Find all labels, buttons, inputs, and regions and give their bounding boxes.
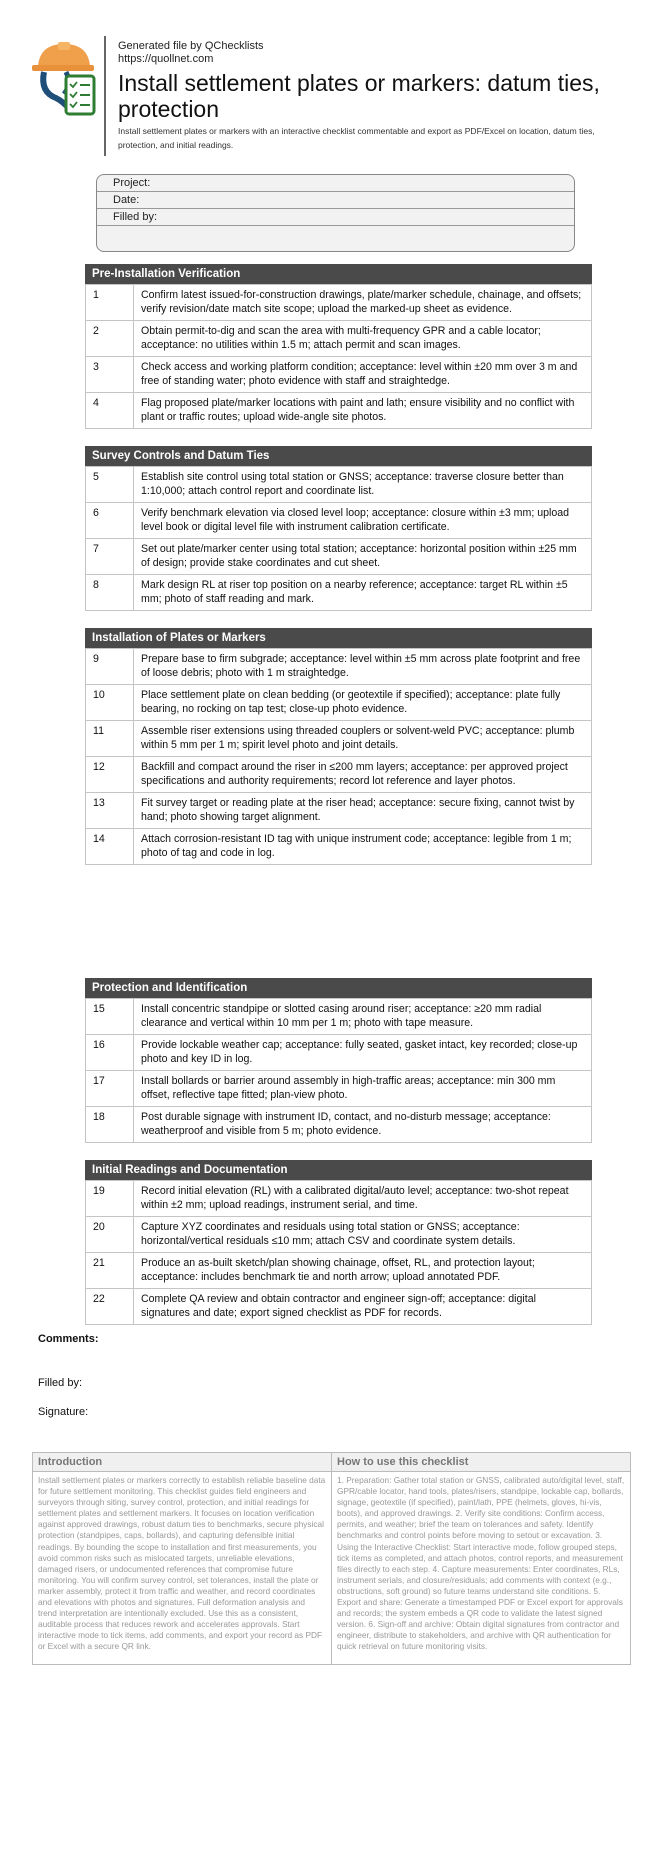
- table-row[interactable]: [86, 757, 592, 793]
- item-number: 4: [86, 393, 134, 429]
- item-text: Confirm latest issued-for-construction drawings, plate/marker schedule, chainage, and offsets; verify revision/date match site scope; upload the marked-up sheet as evidence.: [134, 285, 592, 321]
- how-to-panel: [332, 1453, 630, 1664]
- item-text: Provide lockable weather cap; acceptance: fully seated, gasket intact, key recorded; close-up photo and key ID in log.: [134, 1035, 592, 1071]
- header-divider: [104, 36, 106, 156]
- introduction-panel: [33, 1453, 332, 1664]
- item-number: 21: [86, 1253, 134, 1289]
- filled-by-label: Filled by:: [38, 1377, 83, 1389]
- item-text: Prepare base to firm subgrade; acceptance: level within ±5 mm across plate footprint and free of loose debris; photo with 1 m straightedge.: [134, 649, 592, 685]
- table-row[interactable]: [86, 1071, 592, 1107]
- item-number: 13: [86, 793, 134, 829]
- item-text: Post durable signage with instrument ID, contact, and no-disturb message; acceptance: weatherproof and visible from 5 m; photo evidence.: [134, 1107, 592, 1143]
- item-number: 1: [86, 285, 134, 321]
- item-text: Verify benchmark elevation via closed level loop; acceptance: closure within ±3 mm; upload level book or digital level file with instrument calibration certificate.: [134, 503, 592, 539]
- generator-label: Generated file by QChecklists: [118, 40, 264, 52]
- item-text: Backfill and compact around the riser in ≤200 mm layers; acceptance: per approved project specifications and authority requirements; record lot reference and layer photos.: [134, 757, 592, 793]
- item-number: 14: [86, 829, 134, 865]
- item-text: Assemble riser extensions using threaded couplers or solvent-weld PVC; acceptance: plumb within 5 mm per 1 m; spirit level photo and joint details.: [134, 721, 592, 757]
- table-row[interactable]: [86, 999, 592, 1035]
- item-number: 11: [86, 721, 134, 757]
- table-row[interactable]: [86, 1035, 592, 1071]
- item-number: 7: [86, 539, 134, 575]
- table-row[interactable]: [86, 357, 592, 393]
- info-fields-box: [96, 174, 575, 252]
- table-row[interactable]: [86, 467, 592, 503]
- table-row[interactable]: [86, 793, 592, 829]
- item-text: Capture XYZ coordinates and residuals using total station or GNSS; acceptance: horizontal/vertical residuals ≤10 mm; attach CSV and coordinate system details.: [134, 1217, 592, 1253]
- item-text: Flag proposed plate/marker locations with paint and lath; ensure visibility and no conflict with plant or traffic routes; upload wide-angle site photos.: [134, 393, 592, 429]
- introduction-title: Introduction: [33, 1453, 331, 1472]
- generator-url[interactable]: https://quollnet.com: [118, 53, 214, 65]
- table-row[interactable]: [86, 1217, 592, 1253]
- table-row[interactable]: [86, 321, 592, 357]
- table-row[interactable]: [86, 685, 592, 721]
- comments-label: Comments:: [38, 1333, 99, 1345]
- item-text: Record initial elevation (RL) with a calibrated digital/auto level; acceptance: two-shot repeat within ±2 mm; upload readings, instrument serial, and time.: [134, 1181, 592, 1217]
- item-number: 8: [86, 575, 134, 611]
- document-header: [30, 36, 630, 156]
- table-row[interactable]: [86, 285, 592, 321]
- table-row[interactable]: [86, 721, 592, 757]
- page-subtitle: Install settlement plates or markers with an interactive checklist commentable and export as PDF/Excel on location, datum ties, protection, and initial readings.: [118, 126, 595, 150]
- section-installation: [85, 628, 592, 865]
- table-row[interactable]: [86, 393, 592, 429]
- project-field[interactable]: Project:: [97, 175, 574, 192]
- item-text: Install concentric standpipe or slotted casing around riser; acceptance: ≥20 mm radial clearance and vertical within 10 mm per 1 m; photo with tape measure.: [134, 999, 592, 1035]
- table-row[interactable]: [86, 829, 592, 865]
- table-row[interactable]: [86, 539, 592, 575]
- item-number: 2: [86, 321, 134, 357]
- item-text: Set out plate/marker center using total station; acceptance: horizontal position within ±25 mm of design; provide stake coordinates and cut sheet.: [134, 539, 592, 575]
- item-number: 18: [86, 1107, 134, 1143]
- hardhat-checklist-logo-icon: [30, 40, 102, 120]
- table-row[interactable]: [86, 503, 592, 539]
- section-pre-installation: [85, 264, 592, 429]
- item-number: 3: [86, 357, 134, 393]
- table-row[interactable]: [86, 1107, 592, 1143]
- item-number: 19: [86, 1181, 134, 1217]
- filled-by-field[interactable]: Filled by:: [97, 209, 574, 226]
- section-header: Pre-Installation Verification: [85, 264, 592, 284]
- item-text: Fit survey target or reading plate at the riser head; acceptance: secure fixing, cannot twist by hand; photo showing target alignment.: [134, 793, 592, 829]
- item-text: Attach corrosion-resistant ID tag with unique instrument code; acceptance: legible from 1 m; photo of tag and code in log.: [134, 829, 592, 865]
- blank-field: [97, 226, 574, 243]
- item-number: 5: [86, 467, 134, 503]
- table-row[interactable]: [86, 1253, 592, 1289]
- section-header: Installation of Plates or Markers: [85, 628, 592, 648]
- item-number: 9: [86, 649, 134, 685]
- how-to-title: How to use this checklist: [332, 1453, 630, 1472]
- item-text: Install bollards or barrier around assembly in high-traffic areas; acceptance: min 300 mm offset, reflective tape fitted; plan-view photo.: [134, 1071, 592, 1107]
- table-row[interactable]: [86, 649, 592, 685]
- item-number: 10: [86, 685, 134, 721]
- date-field[interactable]: Date:: [97, 192, 574, 209]
- table-row[interactable]: [86, 1181, 592, 1217]
- item-text: Produce an as-built sketch/plan showing chainage, offset, RL, and protection layout; acceptance: includes benchmark tie and north arrow; upload annotated PDF.: [134, 1253, 592, 1289]
- section-header: Survey Controls and Datum Ties: [85, 446, 592, 466]
- section-initial-readings: [85, 1160, 592, 1325]
- item-number: 17: [86, 1071, 134, 1107]
- item-text: Mark design RL at riser top position on a nearby reference; acceptance: target RL within ±5 mm; photo of staff reading and mark.: [134, 575, 592, 611]
- section-header: Initial Readings and Documentation: [85, 1160, 592, 1180]
- item-number: 12: [86, 757, 134, 793]
- page-title: Install settlement plates or markers: datum ties, protection: [118, 70, 600, 122]
- item-number: 15: [86, 999, 134, 1035]
- item-text: Complete QA review and obtain contractor and engineer sign-off; acceptance: digital signatures and date; export signed checklist as PDF for records.: [134, 1289, 592, 1325]
- item-text: Place settlement plate on clean bedding (or geotextile if specified); acceptance: plate fully bearing, no rocking on tap test; close-up photo evidence.: [134, 685, 592, 721]
- table-row[interactable]: [86, 1289, 592, 1325]
- section-protection: [85, 978, 592, 1143]
- signature-label: Signature:: [38, 1406, 89, 1418]
- table-row[interactable]: [86, 575, 592, 611]
- item-text: Establish site control using total station or GNSS; acceptance: traverse closure better than 1:10,000; attach control report and coordinate list.: [134, 467, 592, 503]
- item-number: 16: [86, 1035, 134, 1071]
- section-survey-controls: [85, 446, 592, 611]
- item-text: Obtain permit-to-dig and scan the area with multi-frequency GPR and a cable locator; acceptance: no utilities within 1.5 m; attach permit and scan images.: [134, 321, 592, 357]
- how-to-body: 1. Preparation: Gather total station or GNSS, calibrated auto/digital level, staff, GPR/cable locator, hand tools, plates/risers, standpipe, lockable cap, bollards, signage, geotextile (if specified), paint/lath, PPE (helmets, gloves, hi-vis, boots), and approved drawings. 2. Verify site conditions: Confirm access, permits, and weather; brief the team on tolerances and safety. Identify benchmarks and control points before moving to setout or excavation. 3. Using the Interactive Checklist: Start interactive mode, follow grouped steps, tick items as completed, and attach photos, control reports, and measurement files directly to each step. 4. Capture measurements: Enter coordinates, RLs, instrument serials, and closure/residuals; add comments with context (e.g., obstructions, soft ground) so future teams understand site conditions. 5. Export and share: Generate a timestamped PDF or Excel export for approvals and records; the system embeds a QR code to validate the latest signed version. 6. Sign-off and archive: Obtain digital signatures from contractor and engineer, distribute to stakeholders, and archive with QR authentication for quick retrieval on future monitoring visits.: [337, 1475, 625, 1652]
- item-text: Check access and working platform condition; acceptance: level within ±20 mm over 3 m and free of standing water; photo evidence with staff and straightedge.: [134, 357, 592, 393]
- introduction-body: Install settlement plates or markers correctly to establish reliable baseline data for future settlement monitoring. This checklist guides field engineers and surveyors through siting, survey control, protection, and initial readings for settlement plates and settlement markers. It focuses on location verification against approved drawings, robust datum ties to benchmarks, secure physical protection (standpipes, caps, bollards), and capturing defensible initial readings. By bounding the scope to installation and first measurements, you avoid common risks such as mislocated targets, unreliable elevations, damaged risers, or undocumented references that compromise future monitoring. You will confirm survey control, set tolerances, install the plate or marker assembly, protect it from traffic and weather, and record coordinates and elevations with photos and signatures. Full deformation analysis and trend interpretation are intentionally excluded. Use this as a consistent, auditable process that reduces rework and accelerates approvals. Start interactive mode to tick items, add comments, and export your record as PDF or Excel with a secure QR link.: [38, 1475, 326, 1652]
- item-number: 20: [86, 1217, 134, 1253]
- section-header: Protection and Identification: [85, 978, 592, 998]
- item-number: 6: [86, 503, 134, 539]
- info-panels: [32, 1452, 631, 1665]
- item-number: 22: [86, 1289, 134, 1325]
